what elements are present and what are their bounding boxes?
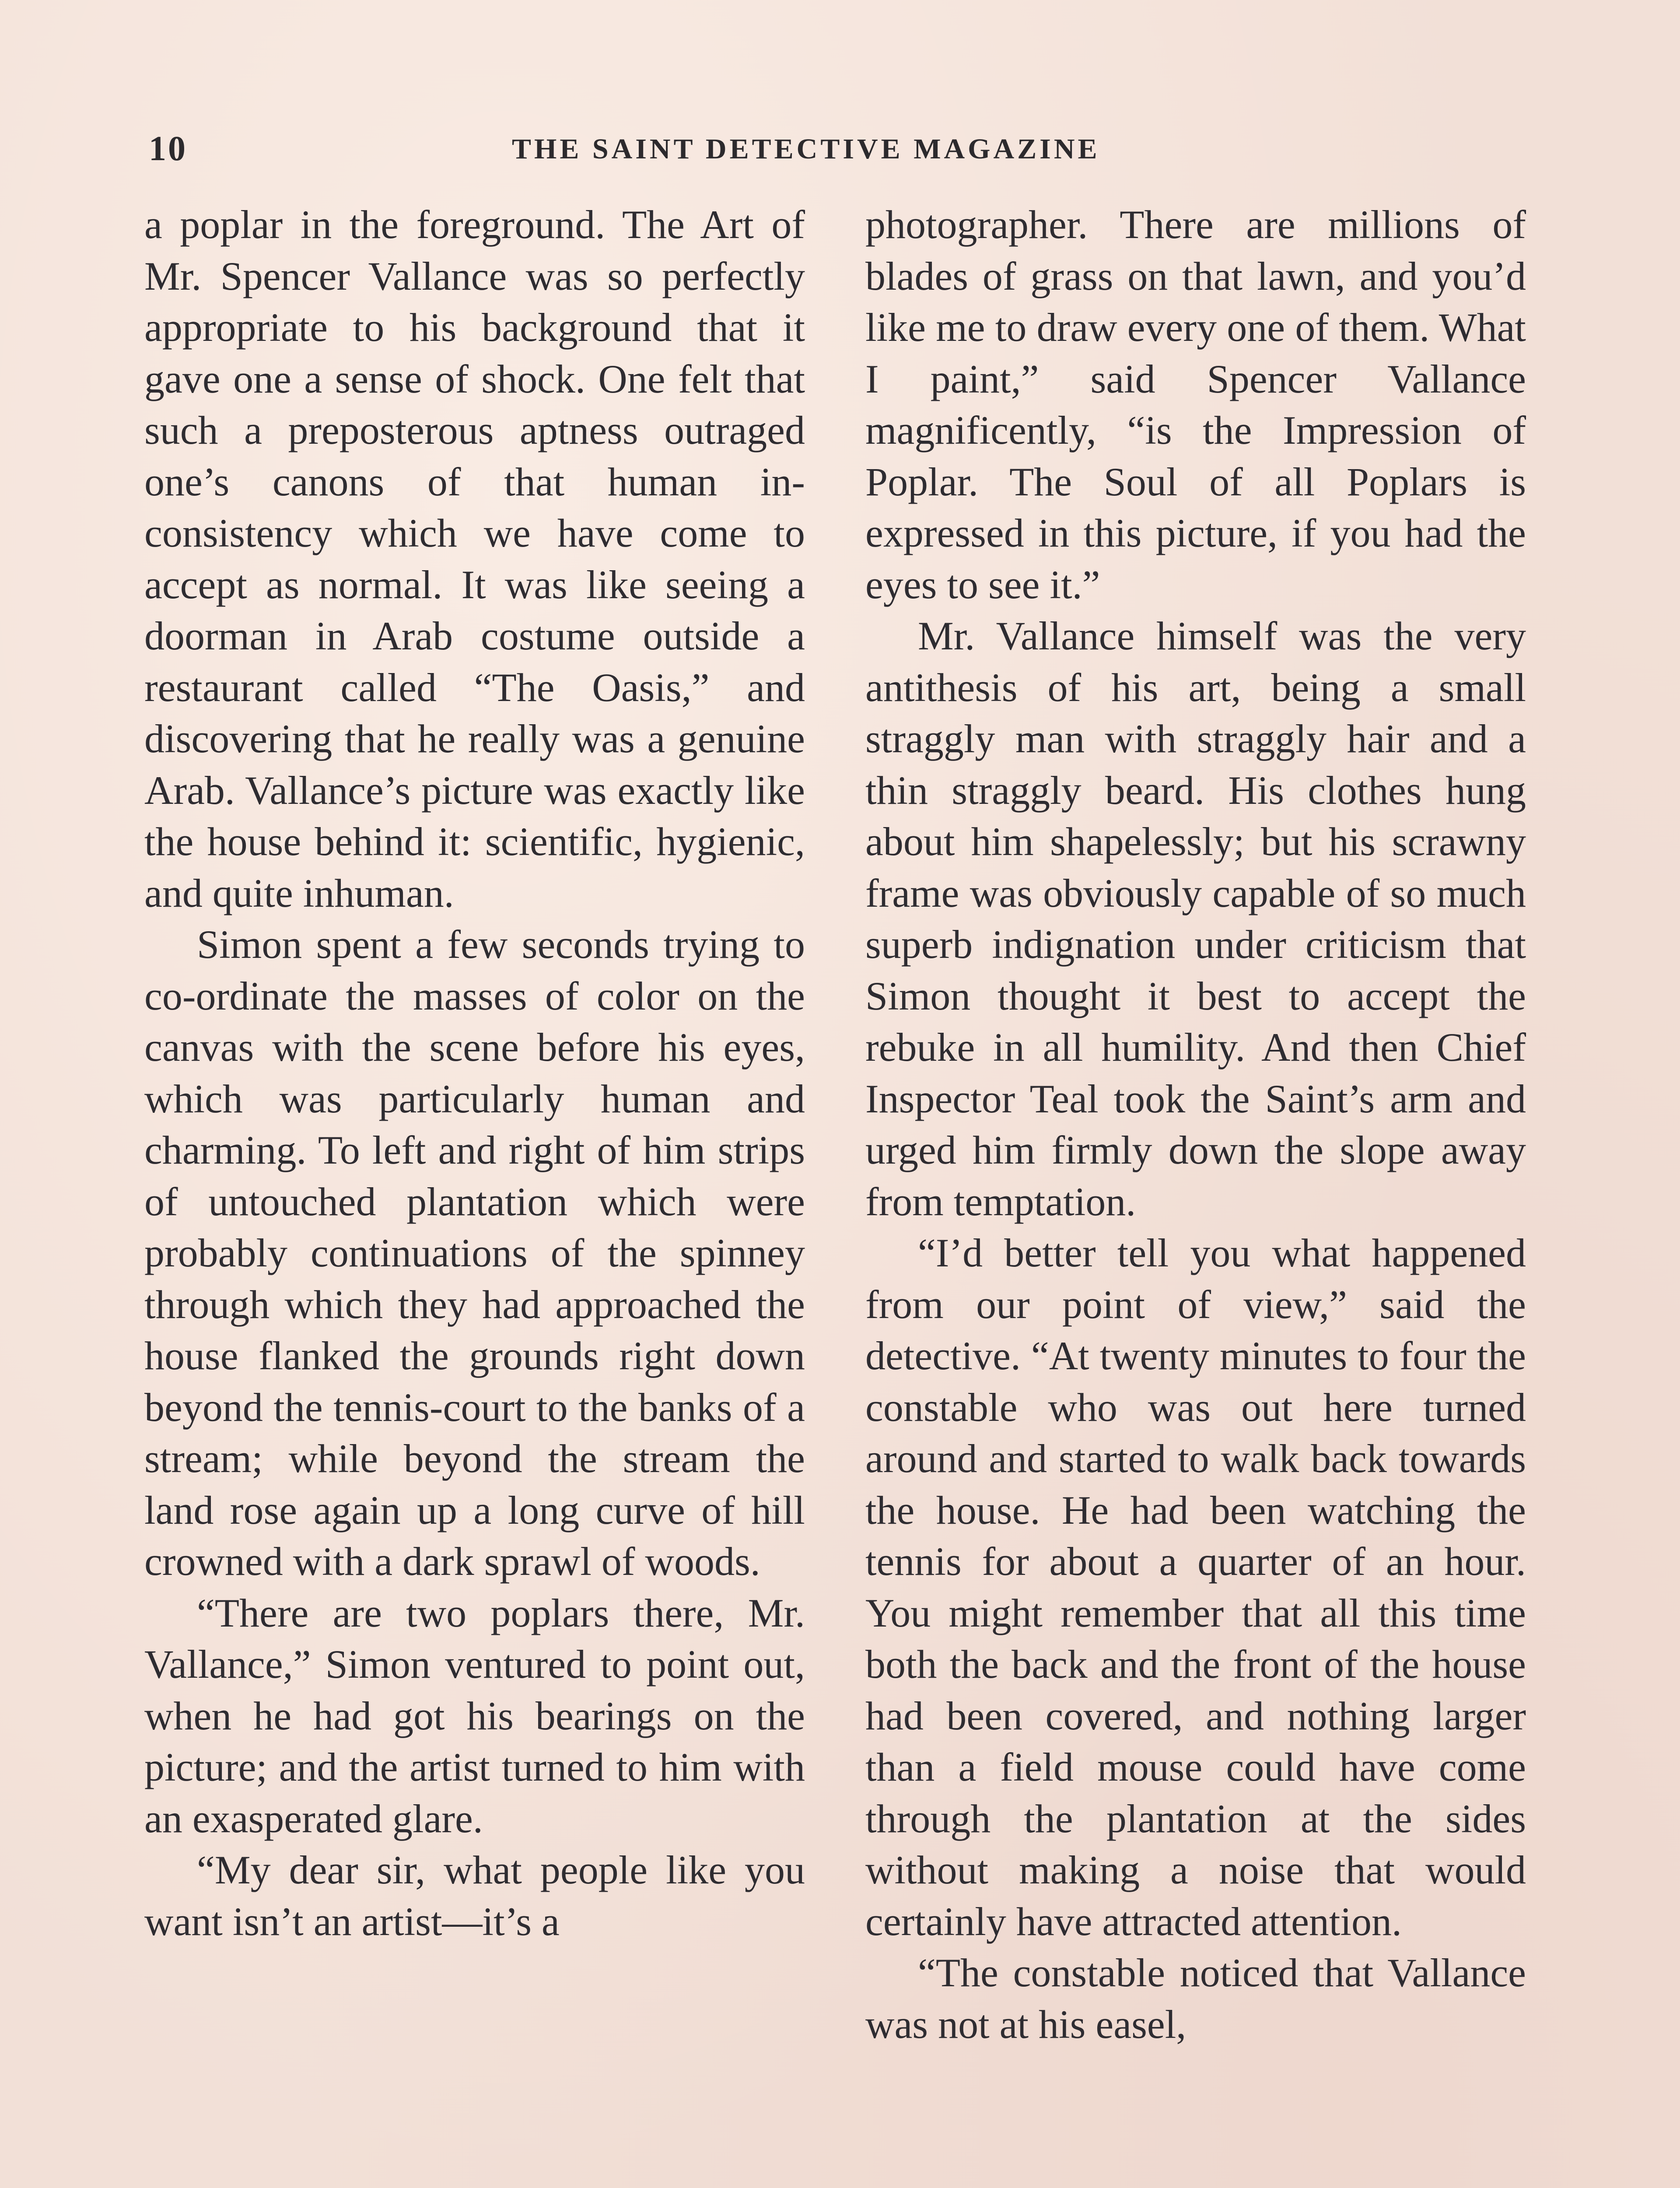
paragraph: photographer. There are millions of blades of grass on that lawn, and you’d like me to draw every one of them. What I paint,” said Spencer Vallance magnificently, “is the Impression of Poplar. The Soul of all Poplars is expressed in this picture, if you had the eyes to see it.” bbox=[865, 202, 1526, 607]
running-head bbox=[0, 129, 1680, 177]
right-column bbox=[865, 199, 1526, 2050]
left-column bbox=[144, 199, 805, 1947]
page-number: 10 bbox=[149, 130, 187, 168]
paragraph: “The constable noticed that Vallance was not at his easel, bbox=[865, 1950, 1526, 2047]
paragraph: Simon spent a few seconds trying to co-ordinate the masses of color on the canvas with the scene before his eyes, which was particularly human and charming. To left and right of him strips of untouched plantation which were probably continuations of the spinney through which they had approached the house flanked the grounds right down beyond the tennis-court to the banks of a stream; while beyond the stream the land rose again up a long curve of hill crowned with a dark sprawl of woods. bbox=[144, 922, 805, 1584]
paragraph: a poplar in the foreground. The Art of Mr. Spencer Vallance was so perfectly appropriate to his background that it gave one a sense of shock. One felt that such a preposterous aptness outraged one’s canons of that human inconsistency which we have come to accept as normal. It was like seeing a doorman in Arab costume outside a restaurant called “The Oasis,” and discovering that he really was a genuine Arab. Vallance’s picture was exactly like the house behind it: scientific, hygienic, and quite inhuman. bbox=[144, 202, 805, 915]
paragraph: “I’d better tell you what happened from our point of view,” said the detective. “At twenty minutes to four the constable who was out here turned around and started to walk back towards the house. He had been watching the tennis for about a quarter of an hour. You might remember that all this time both the back and the front of the house had been covered, and nothing larger than a field mouse could have come through the plantation at the sides without making a noise that would certainly have attracted attention. bbox=[865, 1231, 1526, 1944]
paragraph: Mr. Vallance himself was the very antithesis of his art, being a small straggly man with straggly hair and a thin straggly beard. His clothes hung about him shapelessly; but his scrawny frame was obviously capable of so much superb indignation under criticism that Simon thought it best to accept the rebuke in all humility. And then Chief Inspector Teal took the Saint’s arm and urged him firmly down the slope away from temptation. bbox=[865, 614, 1526, 1224]
paragraph: “There are two poplars there, Mr. Vallance,” Simon ventured to point out, when he had got his bearings on the picture; and the artist turned to him with an exasperated glare. bbox=[144, 1590, 805, 1841]
paragraph: “My dear sir, what people like you want isn’t an artist—it’s a bbox=[144, 1848, 805, 1944]
magazine-title: THE SAINT DETECTIVE MAGAZINE bbox=[512, 133, 1100, 165]
